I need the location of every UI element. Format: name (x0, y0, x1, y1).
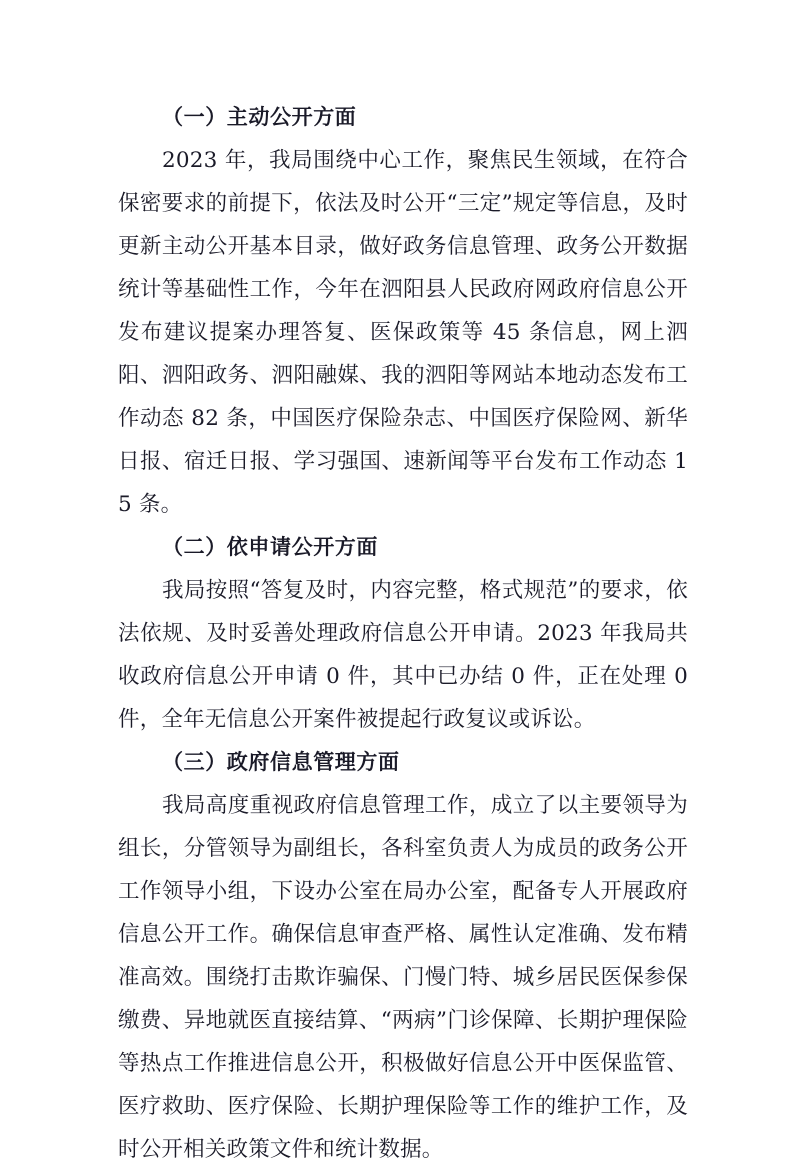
section-paragraph-3-1: 我局高度重视政府信息管理工作，成立了以主要领导为组长，分管领导为副组长，各科室负责人为成员的政务公开工作领导小组，下设办公室在局办公室，配备专人开展政府信息公开工作。确保信息审查严格、属性认定准确、发布精准高效。围绕打击欺诈骗保、门慢门特、城乡居民医保参保缴费、异地就医直接结算、“两病”门诊保障、长期护理保险等热点工作推进信息公开，积极做好信息公开中医保监管、医疗救助、医疗保险、长期护理保险等工作的维护工作，及时公开相关政策文件和统计数据。 (118, 793, 688, 1162)
section-heading-3: （三）政府信息管理方面 (162, 750, 400, 774)
section-paragraph-2-1: 我局按照“答复及时，内容完整，格式规范”的要求，依法依规、及时妥善处理政府信息公开申请。2023 年我局共收政府信息公开申请 0 件，其中已办结 0 件，正在处理 0 件，全年无信息公开案件被提起行政复议或诉讼。 (118, 578, 688, 732)
section-paragraph-1-1: 2023 年，我局围绕中心工作，聚焦民生领域，在符合保密要求的前提下，依法及时公开“三定”规定等信息，及时更新主动公开基本目录，做好政务信息管理、政务公开数据统计等基础性工作，今年在泗阳县人民政府网政府信息公开发布建议提案办理答复、医保政策等 45 条信息，网上泗阳、泗阳政务、泗阳融媒、我的泗阳等网站本地动态发布工作动态 82 条，中国医疗保险杂志、中国医疗保险网、新华日报、宿迁日报、学习强国、速新闻等平台发布工作动态 15 条。 (118, 148, 688, 517)
section-heading-1: （一）主动公开方面 (162, 105, 357, 129)
section-heading-2: （二）依申请公开方面 (162, 535, 378, 559)
document-body (118, 96, 688, 1171)
